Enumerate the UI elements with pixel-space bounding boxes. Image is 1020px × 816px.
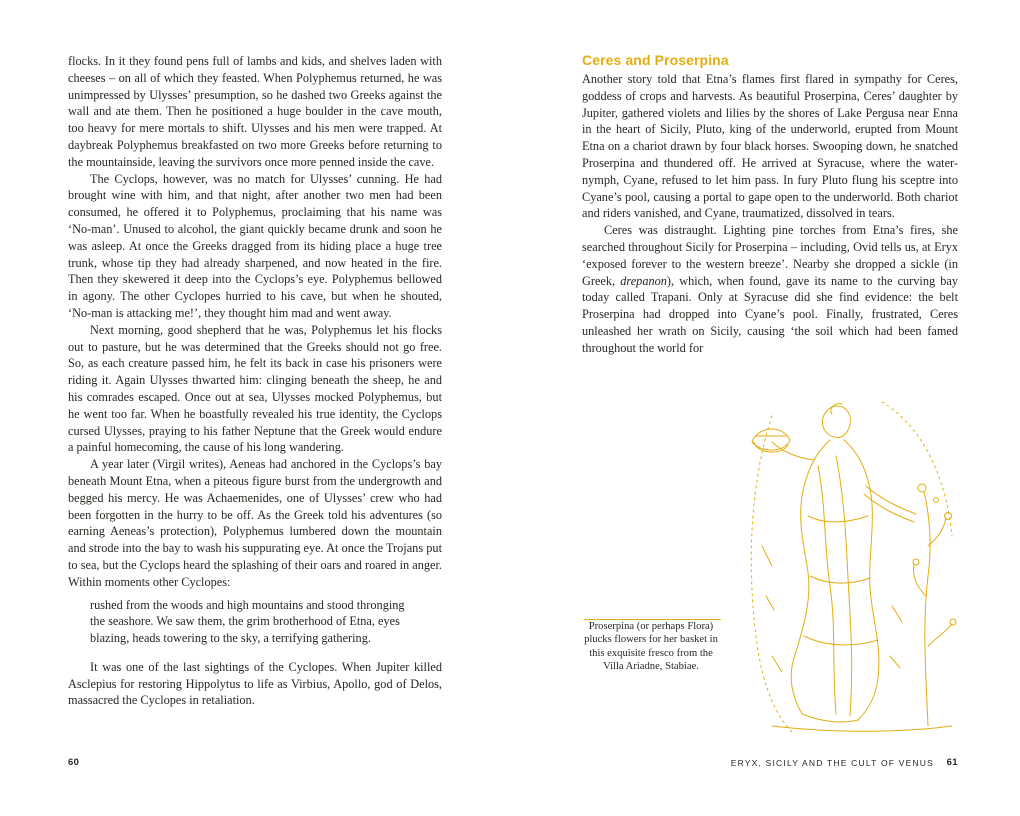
page-number-left: 60 <box>68 757 80 768</box>
paragraph: It was one of the last sightings of the Cyclopes. When Jupiter killed Asclepius for restoring Hippolytus to life as Virbius, Apollo, god of Delos, massacred the Cyclopes in retaliation. <box>68 659 442 708</box>
italic-term: drepanon <box>620 273 667 288</box>
figure-caption: Proserpina (or perhaps Flora) plucks flowers for her basket in this exquisite fresco from the Villa Ariadne, Stabiae. <box>584 621 718 673</box>
quote-line: the seashore. We saw them, the grim brotherhood of Etna, eyes <box>90 614 400 629</box>
paragraph: Another story told that Etna’s flames first flared in sympathy for Ceres, goddess of crops and harvests. As beautiful Proserpina, Ceres’ daughter by Jupiter, gathered violets and lilies by the shores of Lake Pergusa near Enna in the heart of Sicily, Pluto, king of the underworld, erupted from Mount Etna on a chariot drawn by four black horses. Swooping down, he snatched Proserpina and thundered off. He arrived at Syracuse, where the water-nymph, Cyane, refused to let him pass. In fury Pluto flung his sceptre into Cyane’s pool, causing a portal to gape open to the underworld. Both chariot and riders vanished, and Cyane, traumatized, dissolved in tears. <box>582 72 958 221</box>
paragraph: The Cyclops, however, was no match for Ulysses’ cunning. He had brought wine with him, and that night, after another two men had been consumed, he offered it to Polyphemus, proclaiming that his name was ‘No-man’. Unused to alcohol, the giant quickly became drunk and soon he was asleep. At once the Greeks dragged from its hiding place a huge tree trunk, whose tip they had already sharpened, and now heated in the fire. Then they skewered it deep into the Cyclops’s eye. Polyphemus bellowed in agony. The other Cyclopes hurried to his cave, but when he shouted, ‘No-man is attacking me!’, they thought him mad and went away. <box>68 171 442 320</box>
paragraph: A year later (Virgil writes), Aeneas had anchored in the Cyclops’s bay beneath Mount Etna, when a piteous figure burst from the undergrowth and begged his mercy. He was Achaemenides, one of Ulysses’ crew who had been forgotten in the hurry to be off. As the Greek told his adventures (so earning Aeneas’s protection), Polyphemus lumbered down the mountain and strode into the bay to wash his suppurating eye. At once the Trojans put to sea, but the Cyclops heard the splashing of their oars and roared in anger. Within moments other Cyclopes: <box>68 457 442 589</box>
page-number-right: 61 <box>946 757 958 768</box>
right-body-text <box>582 71 958 357</box>
paragraph: Next morning, good shepherd that he was, Polyphemus let his flocks out to pasture, but he was determined that the Greeks should not go free. So, as each creature passed him, he felt its back in case his prisoners were riding it. Again Ulysses thwarted him: clinging beneath the sheep, he and his comrades escaped. Once out at sea, Ulysses mocked Polyphemus, but he went too far. When he boastfully revealed his true identity, the Cyclops cursed Ulysses, praying to his father Neptune that the Greek would endure a painful homecoming, the cause of his long wandering. <box>68 322 442 455</box>
paragraph <box>582 222 958 356</box>
quote-line: rushed from the woods and high mountains and stood thronging <box>90 597 405 612</box>
paragraph-text: Ceres was distraught. Lighting pine torches from Etna’s fires, she searched throughout Sicily for Proserpina – including, Ovid tells us, at Eryx ‘exposed forever to the western breeze’. Nearby she dropped a sickle (in Greek, <box>582 223 958 288</box>
paragraph-text: ), which, when found, gave its name to the curving bay today called Trapani. Only at Syracuse did she find evidence: the belt Proserpina had dropped into Cyane’s pool. Finally, frustrated, Ceres unleashed her wrath on Sicily, causing ‘the soil which had been famed throughout the world for <box>582 273 958 355</box>
left-body-text <box>68 53 442 709</box>
section-heading: Ceres and Proserpina <box>582 52 729 68</box>
right-page <box>510 0 1020 816</box>
paragraph: flocks. In it they found pens full of lambs and kids, and shelves laden with cheeses – on all of which they feasted. When Polyphemus returned, he was unimpressed by Ulysses’ presumption, so he dashed two Greeks against the wall and ate them. Then he positioned a huge boulder in the cave mouth, too heavy for mere mortals to shift. Ulysses and his men were trapped. At daybreak Polyphemus breakfasted on two more Greeks before returning to the mountainside, leaving the survivors once more penned inside the cave. <box>68 54 442 169</box>
running-head: ERYX, SICILY AND THE CULT OF VENUS <box>730 758 934 768</box>
fresco-illustration <box>732 396 958 736</box>
quote-line: blazing, heads towering to the sky, a terrifying gathering. <box>90 631 371 646</box>
block-quote <box>90 597 410 647</box>
